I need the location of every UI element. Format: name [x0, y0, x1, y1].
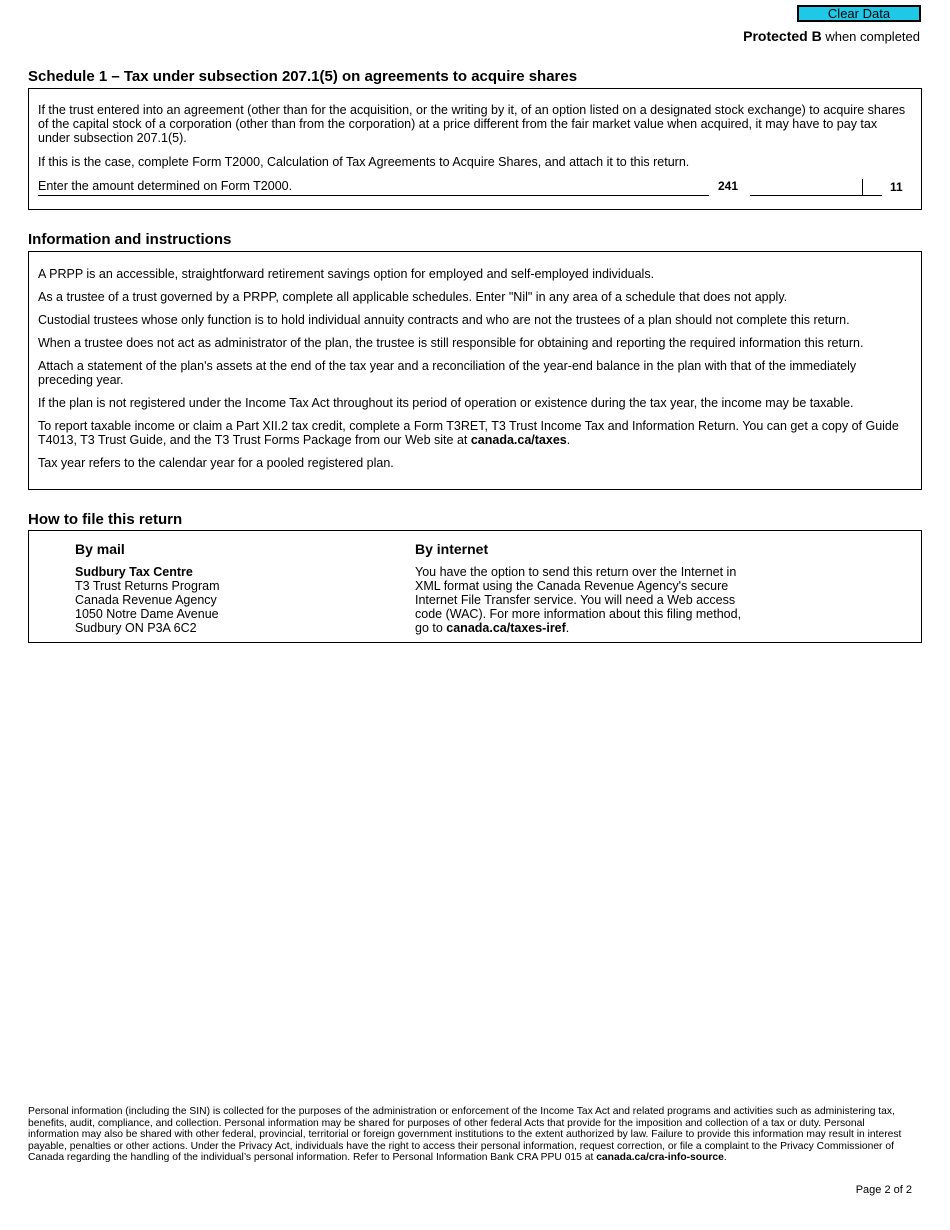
schedule1-paragraph-2: If this is the case, complete Form T2000, Calculation of Tax Agreements to Acquire Shares, and attach it to this return. — [38, 155, 690, 169]
info-paragraph-2: As a trustee of a trust governed by a PRPP, complete all applicable schedules. Enter "Nil" in any area of a schedule that does not apply. — [38, 290, 788, 304]
by-mail-heading: By mail — [75, 541, 125, 557]
amount-input-cents[interactable] — [862, 179, 882, 196]
schedule1-box — [28, 88, 922, 210]
privacy-notice — [28, 1106, 918, 1164]
line-code: 241 — [718, 179, 739, 193]
mail-line-3: 1050 Notre Dame Avenue — [75, 607, 219, 621]
internet-text — [415, 565, 755, 635]
amount-label: Enter the amount determined on Form T2000. — [38, 179, 709, 196]
info-title: Information and instructions — [28, 231, 232, 248]
by-mail-column — [75, 541, 220, 635]
schedule1-title: Schedule 1 – Tax under subsection 207.1(5) on agreements to acquire shares — [28, 68, 578, 85]
info-paragraph-8: Tax year refers to the calendar year for a pooled registered plan. — [38, 456, 394, 470]
by-internet-column — [415, 541, 755, 635]
page-number: Page 2 of 2 — [855, 1184, 912, 1196]
info-paragraph-3: Custodial trustees whose only function is to hold individual annuity contracts and who are not the trustees of a plan should not complete this return. — [38, 313, 850, 327]
mail-name: Sudbury Tax Centre — [75, 565, 193, 579]
info-paragraph-5: Attach a statement of the plan's assets at the end of the tax year and a reconciliation of the year-end balance in the plan with that of the immediately preceding year. — [38, 359, 857, 387]
file-title: How to file this return — [28, 511, 183, 528]
info-paragraph-7-end: . — [566, 433, 571, 447]
privacy-end: . — [723, 1152, 727, 1163]
info-paragraph-7-text: To report taxable income or claim a Part XII.2 tax credit, complete a Form T3RET, T3 Trust Income Tax and Information Return. You can get a copy of Guide T4013, T3 Trust Guide, and the T3 Trust Forms Package from our Web site at — [38, 419, 899, 447]
amount-row — [38, 179, 912, 197]
internet-text-end: . — [565, 621, 570, 635]
mail-line-2: Canada Revenue Agency — [75, 593, 217, 607]
file-box — [28, 530, 922, 643]
protected-b-suffix: when completed — [821, 29, 920, 44]
info-box — [28, 251, 922, 490]
info-paragraph-6: If the plan is not registered under the Income Tax Act throughout its period of operation or existence during the tax year, the income may be taxable. — [38, 396, 854, 410]
schedule1-paragraph-1: If the trust entered into an agreement (other than for the acquisition, or the writing by it, of an option listed on a designated stock exchange) to acquire shares of the capital stock of a corporation (other than from the corporation) at a price different from the fair market value when acquired, it may have to pay tax under subsection 207.1(5). — [38, 103, 906, 145]
info-paragraph-4: When a trustee does not act as administrator of the plan, the trustee is still responsible for obtaining and reporting the required information this return. — [38, 336, 864, 350]
privacy-text: Personal information (including the SIN) is collected for the purposes of the administration or enforcement of the Income Tax Act and related programs and activities such as administering tax, benefits, audit, compliance, and collection. Personal information may be shared for purposes of other federal Acts that provide for the imposition and collection of a tax or duty. Personal information may also be shared with other federal, provincial, territorial or foreign government institutions to the extent authorized by law. Failure to provide this information may result in interest payable, penalties or other actions. Under the Privacy Act, individuals have the right to access their personal information, request correction, or file a complaint to the Privacy Commissioner of Canada regarding the handling of the individual’s personal information. Refer to Personal Information Bank CRA PPU 015 at — [28, 1106, 902, 1163]
reference-number: 11 — [890, 180, 903, 194]
clear-data-button[interactable]: Clear Data — [797, 5, 921, 22]
protected-b-bold: Protected B — [743, 28, 822, 44]
taxes-iref-link[interactable]: canada.ca/taxes-iref — [446, 621, 566, 635]
cra-info-source-link[interactable]: canada.ca/cra-info-source — [596, 1152, 724, 1163]
mail-address — [75, 565, 220, 635]
amount-input-dollars[interactable] — [750, 179, 863, 196]
info-paragraph-1: A PRPP is an accessible, straightforward retirement savings option for employed and self-employed individuals. — [38, 267, 655, 281]
taxes-link[interactable]: canada.ca/taxes — [470, 433, 567, 447]
protected-b-label — [743, 28, 920, 44]
info-paragraph-7 — [38, 419, 911, 447]
by-internet-heading: By internet — [415, 541, 489, 557]
internet-text-body: You have the option to send this return over the Internet in XML format using the Canada Revenue Agency's secure Internet File Transfer service. You will need a Web access code (WAC). For more information about this filing method, go to — [415, 565, 742, 635]
mail-line-4: Sudbury ON P3A 6C2 — [75, 621, 197, 635]
mail-line-1: T3 Trust Returns Program — [75, 579, 220, 593]
